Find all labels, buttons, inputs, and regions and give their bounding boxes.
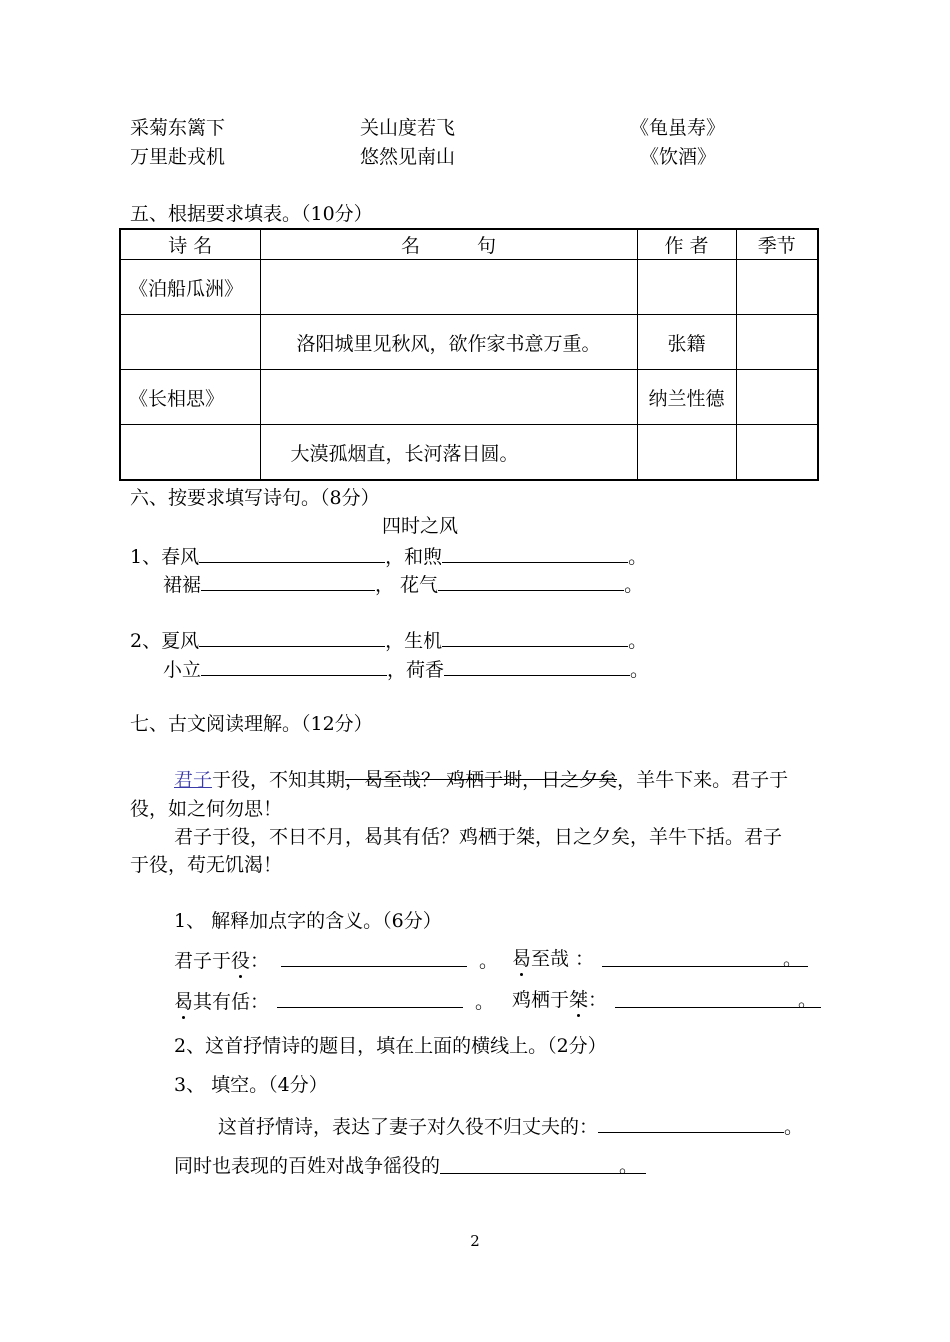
cell-title: 《长相思》	[120, 370, 260, 425]
q1-end2: 。	[624, 574, 644, 596]
cell-season[interactable]	[736, 260, 818, 315]
header-title: 诗 名	[120, 229, 260, 260]
q1-c: 裙裾	[163, 574, 202, 596]
table-row	[120, 315, 818, 370]
match-left-1: 采菊东篱下	[130, 117, 226, 139]
cell-author[interactable]	[637, 425, 736, 481]
passage-line2: 役，如之何勿思！	[130, 798, 283, 820]
page-number: 2	[470, 1232, 480, 1250]
q7-3-title: 3、 填空。（4分）	[174, 1074, 328, 1096]
period: 。	[619, 1155, 639, 1177]
title-link[interactable]: 君子	[174, 769, 213, 791]
q2-line1	[130, 627, 647, 653]
section6-title: 六、按要求填写诗句。（8分）	[130, 487, 380, 509]
cell-author: 张籍	[637, 315, 736, 370]
dotted-char: 曷	[174, 991, 194, 1013]
period: 。	[475, 991, 495, 1013]
item-text: ：	[250, 950, 270, 972]
q7-1-title: 1、 解释加点字的含义。（6分）	[174, 910, 442, 932]
blank[interactable]	[444, 656, 630, 676]
q7-1-item4	[512, 988, 821, 1012]
period: 。	[784, 1116, 804, 1138]
match-right-1: 《龟虽寿》	[630, 117, 726, 139]
section7-title: 七、古文阅读理解。（12分）	[130, 713, 373, 735]
q7-3-line1	[218, 1113, 803, 1139]
match-left-2: 万里赴戎机	[130, 146, 226, 168]
q1-line2	[163, 571, 643, 597]
cell-title: 《泊船瓜洲》	[120, 260, 260, 315]
section5-title: 五、根据要求填表。（10分）	[130, 203, 373, 225]
blank[interactable]	[615, 988, 821, 1011]
blank[interactable]	[201, 656, 387, 676]
match-mid-1: 关山度若飞	[360, 117, 456, 139]
poem-table	[119, 228, 819, 481]
table-row	[120, 260, 818, 315]
cell-line: 大漠孤烟直，长河落日圆。	[260, 425, 637, 481]
header-season: 季节	[736, 229, 818, 260]
blank[interactable]	[438, 571, 624, 591]
match-mid-2: 悠然见南山	[360, 146, 456, 168]
passage-line1	[174, 768, 788, 792]
q1-d: ， 花气	[375, 574, 439, 596]
q2-end2: 。	[630, 659, 650, 681]
header-line: 名 句	[260, 229, 637, 260]
blank[interactable]	[442, 627, 628, 647]
q7-1-item3	[174, 988, 494, 1014]
blank[interactable]	[602, 947, 808, 970]
table-row	[120, 425, 818, 481]
cell-season[interactable]	[736, 315, 818, 370]
match-right-2: 《饮酒》	[640, 146, 717, 168]
cell-line[interactable]	[260, 260, 637, 315]
period: 。	[479, 950, 499, 972]
passage-text: ，羊牛下来。君子于	[617, 769, 789, 791]
blank[interactable]	[598, 1113, 784, 1133]
dotted-char: 曷	[512, 948, 532, 970]
q2-end: 。	[628, 630, 648, 652]
item-text: 至哉 ：	[531, 948, 595, 970]
cell-season[interactable]	[736, 425, 818, 481]
period: 。	[798, 989, 818, 1011]
q7-1-item2	[512, 947, 808, 971]
table-row	[120, 370, 818, 425]
passage-line4: 于役，苟无饥渴！	[130, 854, 283, 876]
q2-c: 小立	[163, 659, 202, 681]
blank[interactable]	[199, 627, 385, 647]
cell-title[interactable]	[120, 425, 260, 481]
period: 。	[783, 948, 803, 970]
passage-line3: 君子于役，不日不月，曷其有佸？鸡栖于桀，日之夕矣，羊牛下括。君子	[174, 826, 783, 848]
item-text: ：	[588, 989, 608, 1011]
q2-b: ，生机	[385, 630, 443, 652]
table-header-row	[120, 229, 818, 260]
blank[interactable]	[201, 571, 375, 591]
q1-end: 。	[628, 546, 648, 568]
q2-a: 夏风	[161, 630, 200, 652]
item-text: 鸡栖于	[512, 989, 570, 1011]
passage-text: 于役，不知其期	[212, 769, 346, 791]
dotted-char: 桀	[569, 989, 589, 1011]
q7-1-item1	[174, 947, 498, 973]
item-text: 同时也表现的百姓对战争徭役的	[174, 1155, 441, 1177]
cell-author[interactable]	[637, 260, 736, 315]
q1-num: 1、	[130, 546, 162, 568]
q7-2: 2、这首抒情诗的题目，填在上面的横线上。（2分）	[174, 1035, 607, 1057]
item-text: 君子于	[174, 950, 232, 972]
q7-3-line2	[174, 1154, 646, 1178]
blank[interactable]	[199, 543, 385, 563]
cell-line[interactable]	[260, 370, 637, 425]
blank[interactable]	[442, 543, 628, 563]
blank[interactable]	[440, 1154, 646, 1177]
cell-title[interactable]	[120, 315, 260, 370]
section6-subtitle: 四时之风	[382, 515, 459, 537]
header-author: 作 者	[637, 229, 736, 260]
q2-line2	[163, 656, 649, 682]
strikethrough-text: ，曷至哉？ 鸡栖于埘，日之夕矣	[345, 769, 618, 791]
q2-d: ，荷香	[387, 659, 445, 681]
item-text: 其有佸：	[193, 991, 270, 1013]
cell-season[interactable]	[736, 370, 818, 425]
dotted-char: 役	[231, 950, 251, 972]
item-text: 这首抒情诗，表达了妻子对久役不归丈夫的：	[218, 1116, 599, 1138]
blank[interactable]	[281, 947, 467, 967]
cell-author: 纳兰性德	[637, 370, 736, 425]
blank[interactable]	[277, 988, 463, 1008]
cell-line: 洛阳城里见秋风，欲作家书意万重。	[260, 315, 637, 370]
q1-b: ，和煦	[385, 546, 443, 568]
q1-line1	[130, 543, 647, 569]
q1-a: 春风	[161, 546, 200, 568]
q2-num: 2、	[130, 630, 162, 652]
